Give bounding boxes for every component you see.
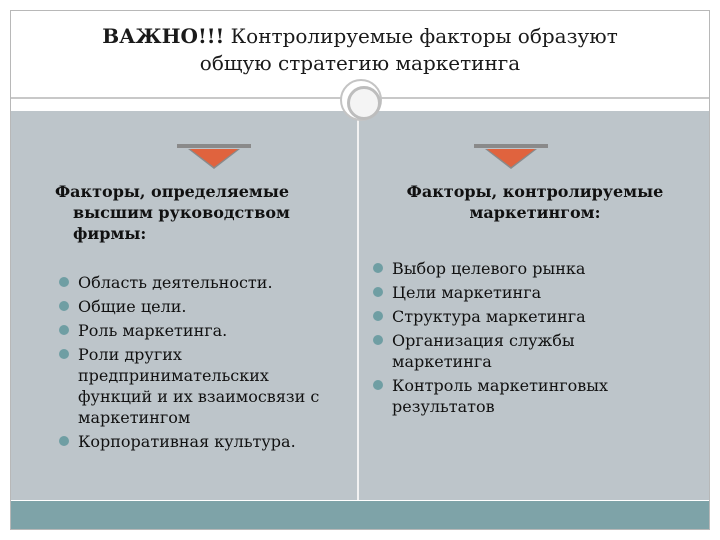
bullet-dot-icon [373, 380, 383, 390]
bullet-dot-icon [373, 263, 383, 273]
list-item: Выбор целевого рынка [373, 258, 673, 279]
content-panel [11, 111, 709, 500]
bullet-dot-icon [373, 311, 383, 321]
list-item: Область деятельности. [59, 272, 334, 293]
left-column-heading [55, 181, 325, 244]
bullet-dot-icon [59, 436, 69, 446]
list-item: Структура маркетинга [373, 306, 673, 327]
list-item: Контроль маркетинговых результатов [373, 375, 673, 417]
right-factor-list [373, 258, 673, 420]
bullet-dot-icon [373, 335, 383, 345]
down-arrow-icon [474, 144, 548, 170]
list-item: Общие цели. [59, 296, 334, 317]
left-heading-line-1: Факторы, определяемые [55, 182, 290, 201]
bullet-dot-icon [59, 325, 69, 335]
left-heading-line-2: высшим руководством фирмы: [73, 203, 290, 243]
down-arrow-icon [177, 144, 251, 170]
title-text: Контролируемые факторы образуют [224, 24, 618, 48]
column-divider [357, 111, 359, 500]
right-column-heading: Факторы, контролируемые маркетингом: [406, 182, 664, 222]
bullet-dot-icon [59, 349, 69, 359]
circle-ornament-icon [340, 79, 382, 121]
bullet-dot-icon [59, 277, 69, 287]
list-item: Корпоративная культура. [59, 431, 334, 452]
footer-bar [11, 501, 709, 529]
left-factor-list [59, 272, 334, 455]
bullet-dot-icon [59, 301, 69, 311]
list-item: Цели маркетинга [373, 282, 673, 303]
list-item: Роли других предпринимательских функций и их взаимосвязи с маркетингом [59, 344, 334, 428]
list-item: Роль маркетинга. [59, 320, 334, 341]
title-line-2: общую стратегию маркетинга [199, 51, 521, 75]
bullet-dot-icon [373, 287, 383, 297]
title-line-1 [11, 23, 709, 50]
slide-frame [10, 10, 710, 530]
title-important: ВАЖНО!!! [102, 24, 225, 48]
list-item: Организация службы маркетинга [373, 330, 673, 372]
